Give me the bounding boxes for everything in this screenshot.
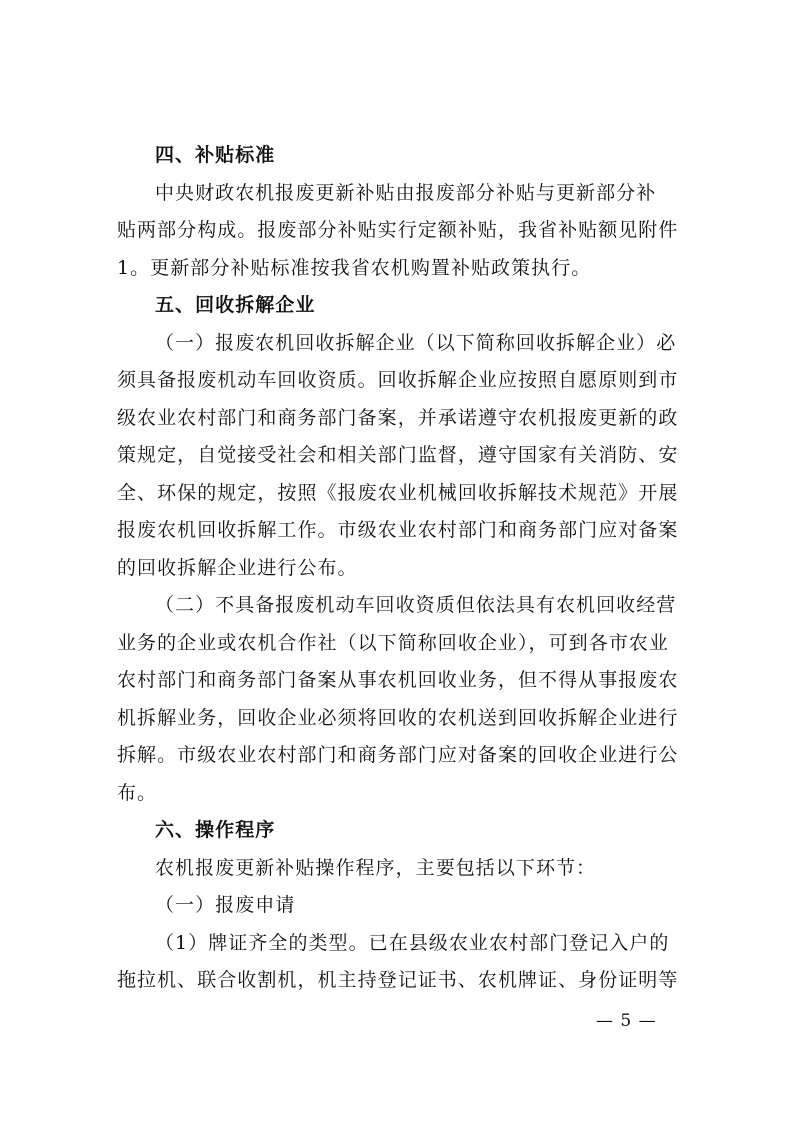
text-line: 布。 [117,781,158,804]
text-line: 拖拉机、联合收割机，机主持登记证书、农机牌证、身份证明等 [117,969,679,991]
text-line: 策规定，自觉接受社会和相关部门监督，遵守国家有关消防、安 [117,444,679,466]
page-number: — 5 — [596,1011,657,1031]
text-line: 级农业农村部门和商务部门备案，并承诺遵守农机报废更新的政 [117,406,679,429]
text-line: （1）牌证齐全的类型。已在县级农业农村部门登记入户的 [155,931,670,954]
text-line: 中央财政农机报废更新补贴由报废部分补贴与更新部分补 [155,181,657,204]
text-line: 农机报废更新补贴操作程序，主要包括以下环节： [155,856,597,879]
document-body [117,137,697,1000]
text-line: 的回收拆解企业进行公布。 [117,556,358,579]
text-line: 拆解。市级农业农村部门和商务部门应对备案的回收企业进行公 [117,744,679,766]
text-line: 1。更新部分补贴标准按我省农机购置补贴政策执行。 [117,256,592,279]
text-line: 须具备报废机动车回收资质。回收拆解企业应按照自愿原则到市 [117,369,679,391]
text-line: （二）不具备报废机动车回收资质但依法具有农机回收经营 [155,594,677,616]
section-heading: 五、回收拆解企业 [155,294,316,316]
text-line: （一）报废农机回收拆解企业（以下简称回收拆解企业）必 [155,331,677,354]
text-line: 报废农机回收拆解工作。市级农业农村部门和商务部门应对备案 [117,519,679,541]
text-line: （一）报废申请 [155,894,296,916]
text-line: 机拆解业务，回收企业必须将回收的农机送到回收拆解企业进行 [117,706,679,729]
text-line: 贴两部分构成。报废部分补贴实行定额补贴，我省补贴额见附件 [117,219,679,241]
section-heading: 六、操作程序 [155,819,276,841]
text-line: 业务的企业或农机合作社（以下简称回收企业），可到各市农业 [117,631,669,654]
paragraph [117,325,697,588]
text-line: 全、环保的规定，按照《报废农业机械回收拆解技术规范》开展 [117,481,679,504]
paragraph [117,887,697,925]
paragraph [117,850,697,888]
paragraph [117,587,697,812]
paragraph [117,925,697,1000]
text-line: 农村部门和商务部门备案从事农机回收业务，但不得从事报废农 [117,669,679,691]
paragraph [117,175,697,288]
section-heading: 四、补贴标准 [155,144,276,166]
